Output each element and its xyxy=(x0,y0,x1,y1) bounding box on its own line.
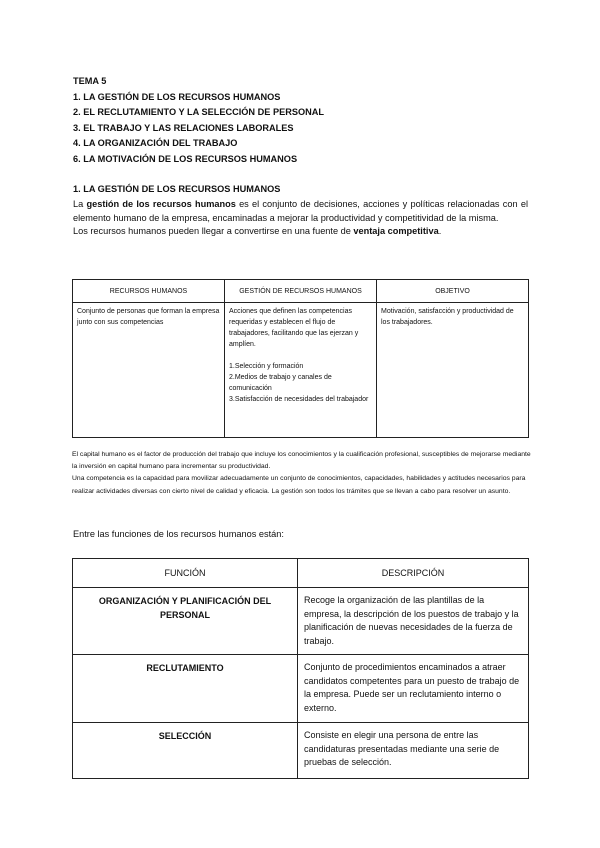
advantage-paragraph xyxy=(73,225,528,239)
hr-summary-table xyxy=(72,279,529,438)
table-row xyxy=(73,723,529,779)
text-run: es el conjunto de decisiones, acciones y políticas relacionadas con el elemento humano de la empresa, encaminadas a mejorar la productividad y competitividad de la misma. xyxy=(73,199,528,223)
column-header: DESCRIPCIÓN xyxy=(298,559,529,588)
functions-lead-text: Entre las funciones de los recursos humanos están: xyxy=(73,529,284,539)
column-header: RECURSOS HUMANOS xyxy=(73,280,225,303)
note-paragraph: Una competencia es la capacidad para movilizar adecuadamente un conjunto de conocimientos, capacidades, habilidades y actitudes necesarios para realizar actividades diversas con cierto nivel de calidad y eficacia. La gestión son todos los trámites que se llevan a cabo para resolver un asunto. xyxy=(72,475,526,495)
text-run: La xyxy=(73,199,87,209)
table-cell: Motivación, satisfacción y productividad de los trabajadores. xyxy=(377,303,529,438)
function-cell: RECLUTAMIENTO xyxy=(73,655,298,723)
table-header-row xyxy=(73,559,529,588)
toc-item: 2. EL RECLUTAMIENTO Y LA SELECCIÓN DE PERSONAL xyxy=(73,107,324,118)
table-cell: Conjunto de personas que forman la empresa junto con sus competencias xyxy=(73,303,225,438)
column-header: OBJETIVO xyxy=(377,280,529,303)
table-of-contents xyxy=(73,74,324,168)
toc-item: 6. LA MOTIVACIÓN DE LOS RECURSOS HUMANOS xyxy=(73,153,298,164)
column-header: GESTIÓN DE RECURSOS HUMANOS xyxy=(225,280,377,303)
column-header: FUNCIÓN xyxy=(73,559,298,588)
bold-term: ventaja competitiva xyxy=(353,226,439,236)
description-cell: Recoge la organización de las plantillas de la empresa, la descripción de los puestos de trabajo y la planificación de nuevas necesidades de la fuerza de trabajo. xyxy=(298,588,529,655)
list-item: 3.Satisfacción de necesidades del trabajador xyxy=(229,396,369,403)
table-row xyxy=(73,655,529,723)
list-item: 2.Medios de trabajo y canales de comunicación xyxy=(229,374,332,392)
toc-item: 4. LA ORGANIZACIÓN DEL TRABAJO xyxy=(73,138,238,149)
hr-functions-table xyxy=(72,558,529,779)
definition-paragraph xyxy=(73,198,528,225)
text-run: . xyxy=(438,226,442,236)
bold-term: gestión de los recursos humanos xyxy=(86,199,236,209)
text-run: Los recursos humanos pueden llegar a convertirse en una fuente de xyxy=(73,226,354,236)
function-cell: ORGANIZACIÓN Y PLANIFICACIÓN DEL PERSONAL xyxy=(73,588,298,655)
table-cell xyxy=(225,303,377,438)
description-cell: Consiste en elegir una persona de entre las candidaturas presentadas mediante una serie de pruebas de selección. xyxy=(298,723,529,779)
topic-title: TEMA 5 xyxy=(73,76,107,86)
toc-item: 1. LA GESTIÓN DE LOS RECURSOS HUMANOS xyxy=(73,91,281,102)
cell-text: Acciones que definen las competencias requeridas y establecen el flujo de trabajadores, facilitando que las ejerzan y amplíen. xyxy=(229,308,359,348)
table-row xyxy=(73,303,529,438)
notes-block xyxy=(72,449,532,498)
toc-item: 3. EL TRABAJO Y LAS RELACIONES LABORALES xyxy=(73,122,294,133)
intro-text xyxy=(73,198,528,239)
table-row xyxy=(73,588,529,655)
table-header-row xyxy=(73,280,529,303)
description-cell: Conjunto de procedimientos encaminados a atraer candidatos competentes para un puesto de trabajo de la empresa. Puede ser un reclutamiento interno o externo. xyxy=(298,655,529,723)
function-cell: SELECCIÓN xyxy=(73,723,298,779)
list-item: 1.Selección y formación xyxy=(229,363,304,370)
note-paragraph: El capital humano es el factor de producción del trabajo que incluye los conocimientos y la cualificación profesional, susceptibles de mejorarse mediante la inversión en capital humano para incrementar su productividad. xyxy=(72,451,531,471)
section-heading: 1. LA GESTIÓN DE LOS RECURSOS HUMANOS xyxy=(73,184,281,194)
